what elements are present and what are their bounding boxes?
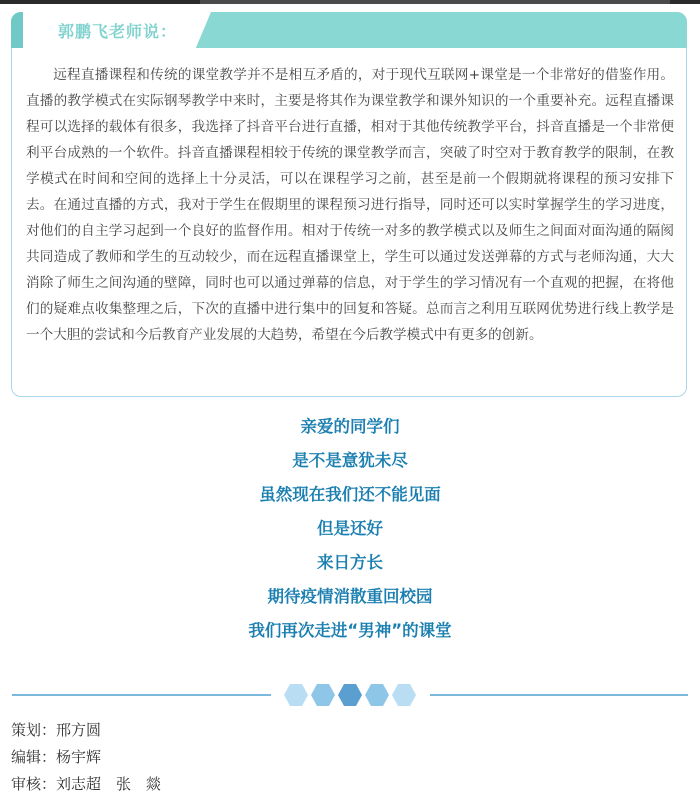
credit-editor: 编辑：杨宇辉: [11, 748, 102, 766]
hexagon-icon: [311, 684, 335, 706]
poem-lines: [0, 410, 700, 648]
credit-planner: 策划：邢方圆: [11, 721, 102, 739]
hexagon-icon: [365, 684, 389, 706]
poem-line: 虽然现在我们还不能见面: [259, 485, 441, 504]
poem-line: 期待疫情消散重回校园: [267, 587, 433, 606]
poem-line: 是不是意犹未尽: [292, 451, 408, 470]
hexagon-icon: [392, 684, 416, 706]
poem-line: 亲爱的同学们: [300, 417, 400, 436]
credit-reviewer: 审核：刘志超 张 燚: [11, 775, 162, 793]
top-image-strip: [0, 0, 700, 4]
poem-line: 我们再次走进“男神”的课堂: [248, 621, 452, 640]
header-band-cap: [11, 12, 23, 48]
quote-header-title: 郭鹏飞老师说：: [58, 22, 178, 41]
article-paragraph: 远程直播课程和传统的课堂教学并不是相互矛盾的，对于现代互联网+课堂是一个非常好的借鉴作用。直播的教学模式在实际钢琴教学中来时，主要是将其作为课堂教学和课外知识的一个重要补充。远程直播课程可以选择的载体有很多，我选择了抖音平台进行直播，相对于其他传统教学平台，抖音直播是一个非常便利平台成熟的一个软件。抖音直播课程相较于传统的课堂教学而言，突破了时空对于教育教学的限制，在教学模式在时间和空间的选择上十分灵活，可以在课程学习之前，甚至是前一个假期就将课程的预习安排下去。在通过直播的方式，我对于学生在假期里的课程预习进行指导，同时还可以实时掌握学生的学习进度，对他们的自主学习起到一个良好的监督作用。相对于传统一对多的教学模式以及师生之间面对面沟通的隔阂共同造成了教师和学生的互动较少，而在远程直播课堂上，学生可以通过发送弹幕的方式与老师沟通，大大消除了师生之间沟通的壁障，同时也可以通过弹幕的信息，对于学生的学习情况有一个直观的把握，在将他们的疑难点收集整理之后，下次的直播中进行集中的回复和答疑。总而言之利用互联网优势进行线上教学是一个大胆的尝试和今后教育产业发展的大趋势，希望在今后教学模式中有更多的创新。: [26, 67, 674, 343]
hexagon-icon: [338, 684, 362, 706]
hexagon-icon: [284, 684, 308, 706]
top-image-strip-accent: [200, 0, 670, 4]
poem-line: 但是还好: [317, 519, 383, 538]
credits: [11, 717, 161, 798]
divider-line-left: [12, 694, 271, 696]
poem-line: 来日方长: [317, 553, 383, 572]
divider-line-right: [430, 694, 688, 696]
